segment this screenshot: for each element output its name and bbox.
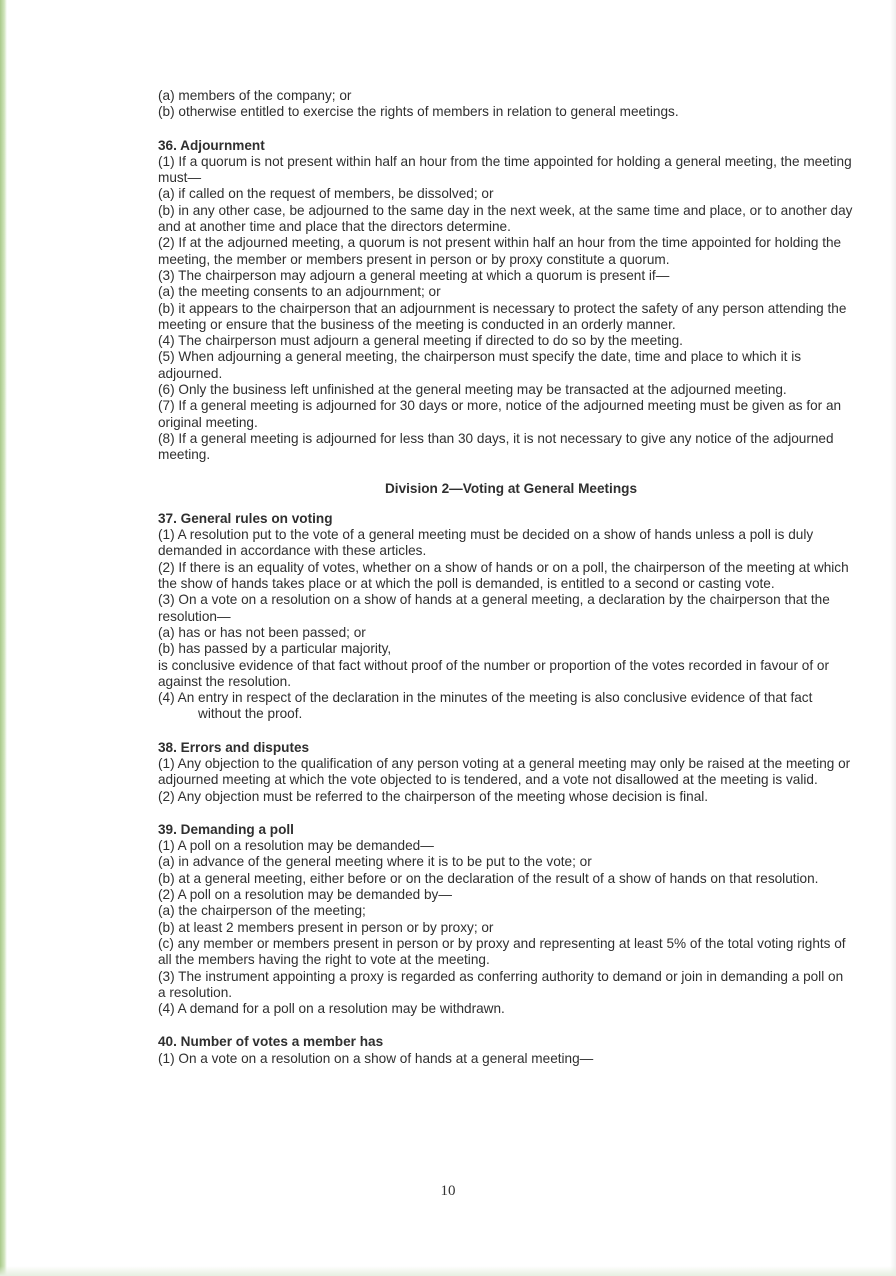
paragraph: (5) When adjourning a general meeting, the chairperson must specify the date, time and place to which it is adjourned. (158, 349, 802, 381)
paragraph: (a) in advance of the general meeting where it is to be put to the vote; or (158, 854, 592, 870)
paragraph: (2) If there is an equality of votes, whether on a show of hands or on a poll, the chairperson of the meeting at which the show of hands takes place or at which the poll is demanded, is entitled to a second or casting vote. (158, 559, 849, 592)
paragraph: (b) in any other case, be adjourned to the same day in the next week, at the same time and place, or to another day and at another time and place that the directors determine. (158, 202, 853, 235)
section-heading: 36. Adjournment (158, 137, 265, 153)
paragraph: (a) the meeting consents to an adjournment; or (158, 284, 441, 300)
paragraph: (4) A demand for a poll on a resolution may be withdrawn. (158, 1001, 505, 1017)
paragraph: (1) On a vote on a resolution on a show of hands at a general meeting— (158, 1050, 594, 1066)
paragraph: (a) members of the company; or (158, 88, 352, 103)
paragraph: (1) A resolution put to the vote of a general meeting must be decided on a show of hands unless a poll is duly demanded in accordance with these articles. (158, 527, 814, 559)
paragraph: (2) If at the adjourned meeting, a quorum is not present within half an hour from the time appointed for holding the meeting, the member or members present in person or by proxy constitute a quorum. (158, 235, 842, 267)
document-page (158, 88, 854, 1067)
paragraph: (b) it appears to the chairperson that an adjournment is necessary to protect the safety of any person attending the meeting or ensure that the business of the meeting is conducted in an orderly manner. (158, 300, 847, 332)
paragraph: (3) The instrument appointing a proxy is regarded as conferring authority to demand or join in demanding a poll on a resolution. (158, 968, 844, 1000)
paragraph: (6) Only the business left unfinished at the general meeting may be transacted at the adjourned meeting. (158, 382, 787, 398)
paragraph: (1) Any objection to the qualification of any person voting at a general meeting may only be raised at the meeting or adjourned meeting at which the vote objected to is tendered, and a vote not disallowed at the meeting is valid. (158, 755, 851, 788)
paragraph-hanging: (4) An entry in respect of the declaration in the minutes of the meeting is also conclusive evidence of that fact without the proof. (158, 690, 813, 722)
section-heading: 40. Number of votes a member has (158, 1034, 384, 1050)
paragraph: (c) any member or members present in person or by proxy and representing at least 5% of the total voting rights of all the members having the right to vote at the meeting. (158, 935, 846, 968)
intro-block (158, 88, 854, 121)
section-39-demanding-a-poll (158, 822, 854, 1018)
paragraph: (1) A poll on a resolution may be demanded— (158, 838, 434, 854)
section-36-adjournment (158, 138, 854, 464)
paragraph: (a) if called on the request of members, be dissolved; or (158, 186, 494, 202)
paragraph: (b) otherwise entitled to exercise the rights of members in relation to general meetings. (158, 104, 679, 120)
paragraph: (b) at least 2 members present in person or by proxy; or (158, 919, 494, 935)
section-heading: 39. Demanding a poll (158, 821, 294, 837)
section-37-general-rules-on-voting (158, 511, 854, 723)
paragraph: (3) The chairperson may adjourn a general meeting at which a quorum is present if— (158, 267, 670, 283)
paragraph: (a) has or has not been passed; or (158, 624, 366, 640)
section-heading: 37. General rules on voting (158, 510, 333, 526)
paragraph: (8) If a general meeting is adjourned for less than 30 days, it is not necessary to give any notice of the adjourned meeting. (158, 430, 834, 463)
paragraph: (2) Any objection must be referred to the chairperson of the meeting whose decision is final. (158, 788, 709, 804)
page-number: 10 (440, 1183, 456, 1199)
paragraph: (7) If a general meeting is adjourned for 30 days or more, notice of the adjourned meeting must be given as for an original meeting. (158, 398, 842, 430)
paragraph: is conclusive evidence of that fact without proof of the number or proportion of the votes recorded in favour of or against the resolution. (158, 657, 829, 689)
paragraph: (b) has passed by a particular majority, (158, 641, 392, 657)
scan-edge-right (890, 0, 896, 1276)
section-38-errors-and-disputes (158, 740, 854, 805)
paragraph: (b) at a general meeting, either before or on the declaration of the result of a show of hands on that resolution. (158, 870, 819, 886)
section-40-number-of-votes (158, 1034, 854, 1067)
paragraph: (3) On a vote on a resolution on a show of hands at a general meeting, a declaration by the chairperson that the resolution— (158, 592, 830, 624)
division-heading: Division 2—Voting at General Meetings (384, 480, 638, 496)
paragraph: (2) A poll on a resolution may be demanded by— (158, 887, 452, 903)
paragraph: (a) the chairperson of the meeting; (158, 903, 366, 919)
scan-edge-bottom (0, 1266, 896, 1276)
section-heading: 38. Errors and disputes (158, 739, 310, 755)
paragraph: (4) The chairperson must adjourn a general meeting if directed to do so by the meeting. (158, 333, 683, 349)
scan-edge-left (0, 0, 7, 1276)
paragraph: (1) If a quorum is not present within half an hour from the time appointed for holding a general meeting, the meeting must— (158, 153, 852, 186)
